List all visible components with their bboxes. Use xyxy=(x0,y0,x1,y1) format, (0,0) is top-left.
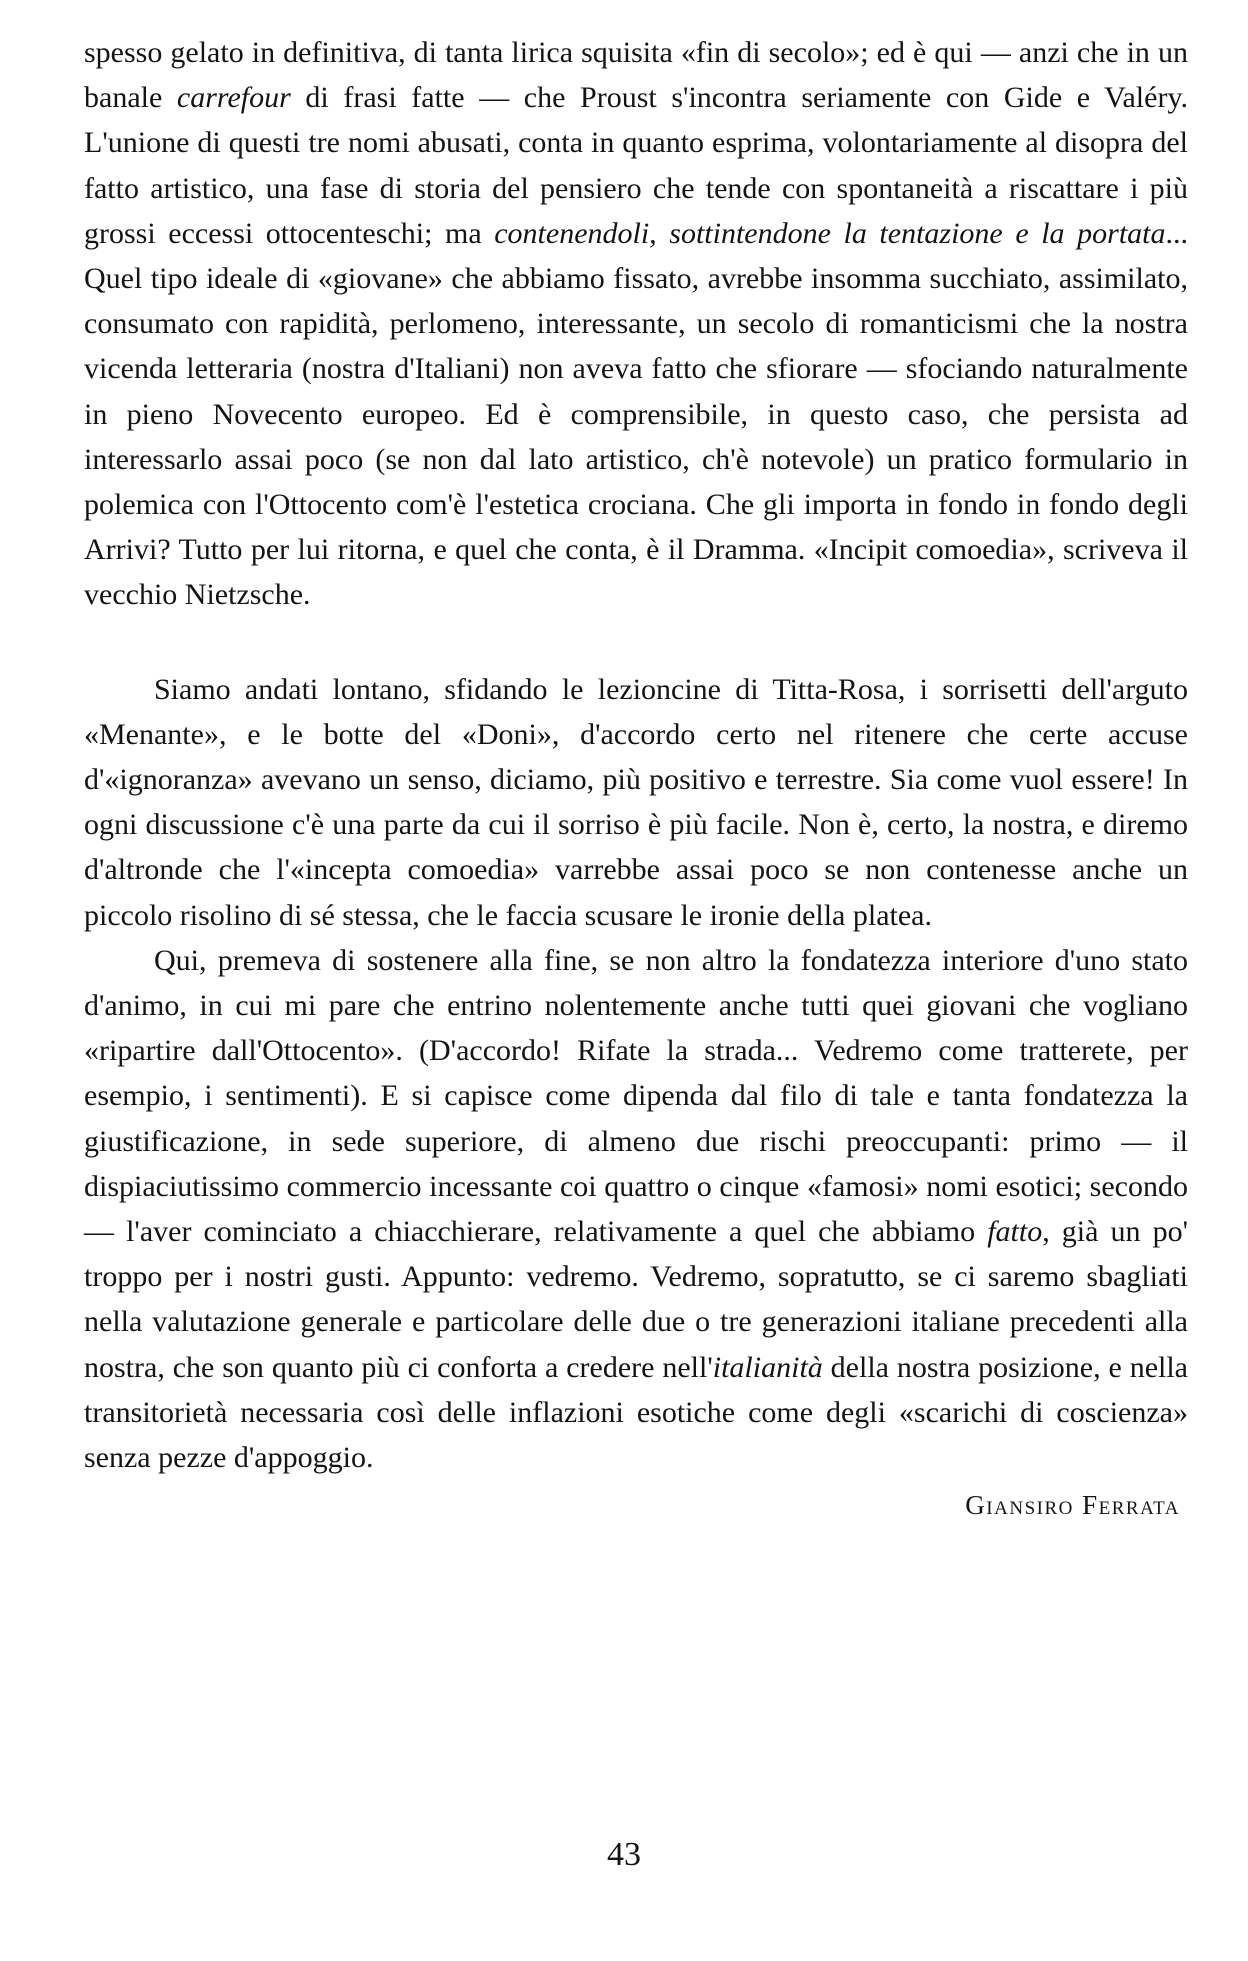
text-run: spesso gelato in definitiva, di tanta lirica squisita «fin di secolo»; ed è qui — anzi che in un banale xyxy=(84,36,1188,115)
text-run: di frasi fatte — che Proust s'incontra seriamente con Gide e Valéry. L'unione di questi tre nomi abusati, conta in quanto esprima, volontariamente al disopra del fatto artistico, una fase di storia del pensiero che tende con spontaneità a riscattare i più grossi eccessi ottocenteschi; ma xyxy=(84,81,1188,250)
italic-run: carrefour xyxy=(176,81,291,115)
text-run: , già un po' troppo per i nostri gusti. Appunto: vedremo. Vedremo, sopratutto, se ci saremo sbagliati nella valutazione generale e particolare delle due o tre generazioni italiane precedenti alla nostra, che son quanto più ci conforta a credere nell' xyxy=(84,1215,1188,1384)
text-run: ... Quel tipo ideale di «giovane» che abbiamo fissato, avrebbe insomma succhiato, assimilato, consumato con rapidità, perlomeno, interessante, un secolo di romanticismi che la nostra vicenda letteraria (nostra d'Italiani) non aveva fatto che sfiorare — sfociando naturalmente in pieno Novecento europeo. Ed è comprensibile, in questo caso, che persista ad interessarlo assai poco (se non dal lato artistico, ch'è notevole) un pratico formulario in polemica con l'Ottocento com'è l'estetica crociana. Che gli importa in fondo in fondo degli Arrivi? Tutto per lui ritorna, e quel che conta, è il Dramma. «Incipit comoedia», scriveva il vecchio Nietzsche. xyxy=(84,216,1188,612)
text-run: Siamo andati lontano, sfidando le lezioncine di Titta-Rosa, i sorrisetti dell'arguto «Menante», e le botte del «Doni», d'accordo certo nel ritenere che certe accuse d'«ignoranza» avevano un senso, diciamo, più positivo e terrestre. Sia come vuol essere! In ogni discussione c'è una parte da cui il sorriso è più facile. Non è, certo, la nostra, e diremo d'altronde che l'«incepta comoedia» varrebbe assai poco se non contenesse anche un piccolo risolino di sé stessa, che le faccia scusare le ironie della platea. xyxy=(84,672,1188,932)
paragraph-3 xyxy=(84,938,1188,1480)
author-signature: Giansiro Ferrata xyxy=(965,1490,1180,1521)
text-run: della nostra posizione, e nella transitorietà necessaria così delle inflazioni esotiche come degli «scarichi di coscienza» senza pezze d'appoggio. xyxy=(84,1350,1188,1475)
italic-run: contenendoli, sottintendone la tentazione e la portata xyxy=(494,216,1166,250)
italic-run: italianità xyxy=(712,1350,823,1384)
paragraph-2 xyxy=(84,667,1188,938)
italic-run: fatto xyxy=(987,1215,1043,1249)
paragraph-1 xyxy=(84,30,1188,618)
page-number: 43 xyxy=(607,1836,641,1873)
page-body xyxy=(84,30,1188,1521)
text-run: Qui, premeva di sostenere alla fine, se non altro la fondatezza interiore d'uno stato d'animo, in cui mi pare che entrino nolentemente anche tutti quei giovani che vogliano «ripartire dall'Ottocento». (D'accordo! Rifate la strada... Vedremo come tratterete, per esempio, i sentimenti). E si capisce come dipenda dal filo di tale e tanta fondatezza la giustificazione, in sede superiore, di almeno due rischi preoccupanti: primo — il dispiaciutissimo commercio incessante coi quattro o cinque «famosi» nomi esotici; secondo — l'aver cominciato a chiacchierare, relativamente a quel che abbiamo xyxy=(84,943,1188,1249)
